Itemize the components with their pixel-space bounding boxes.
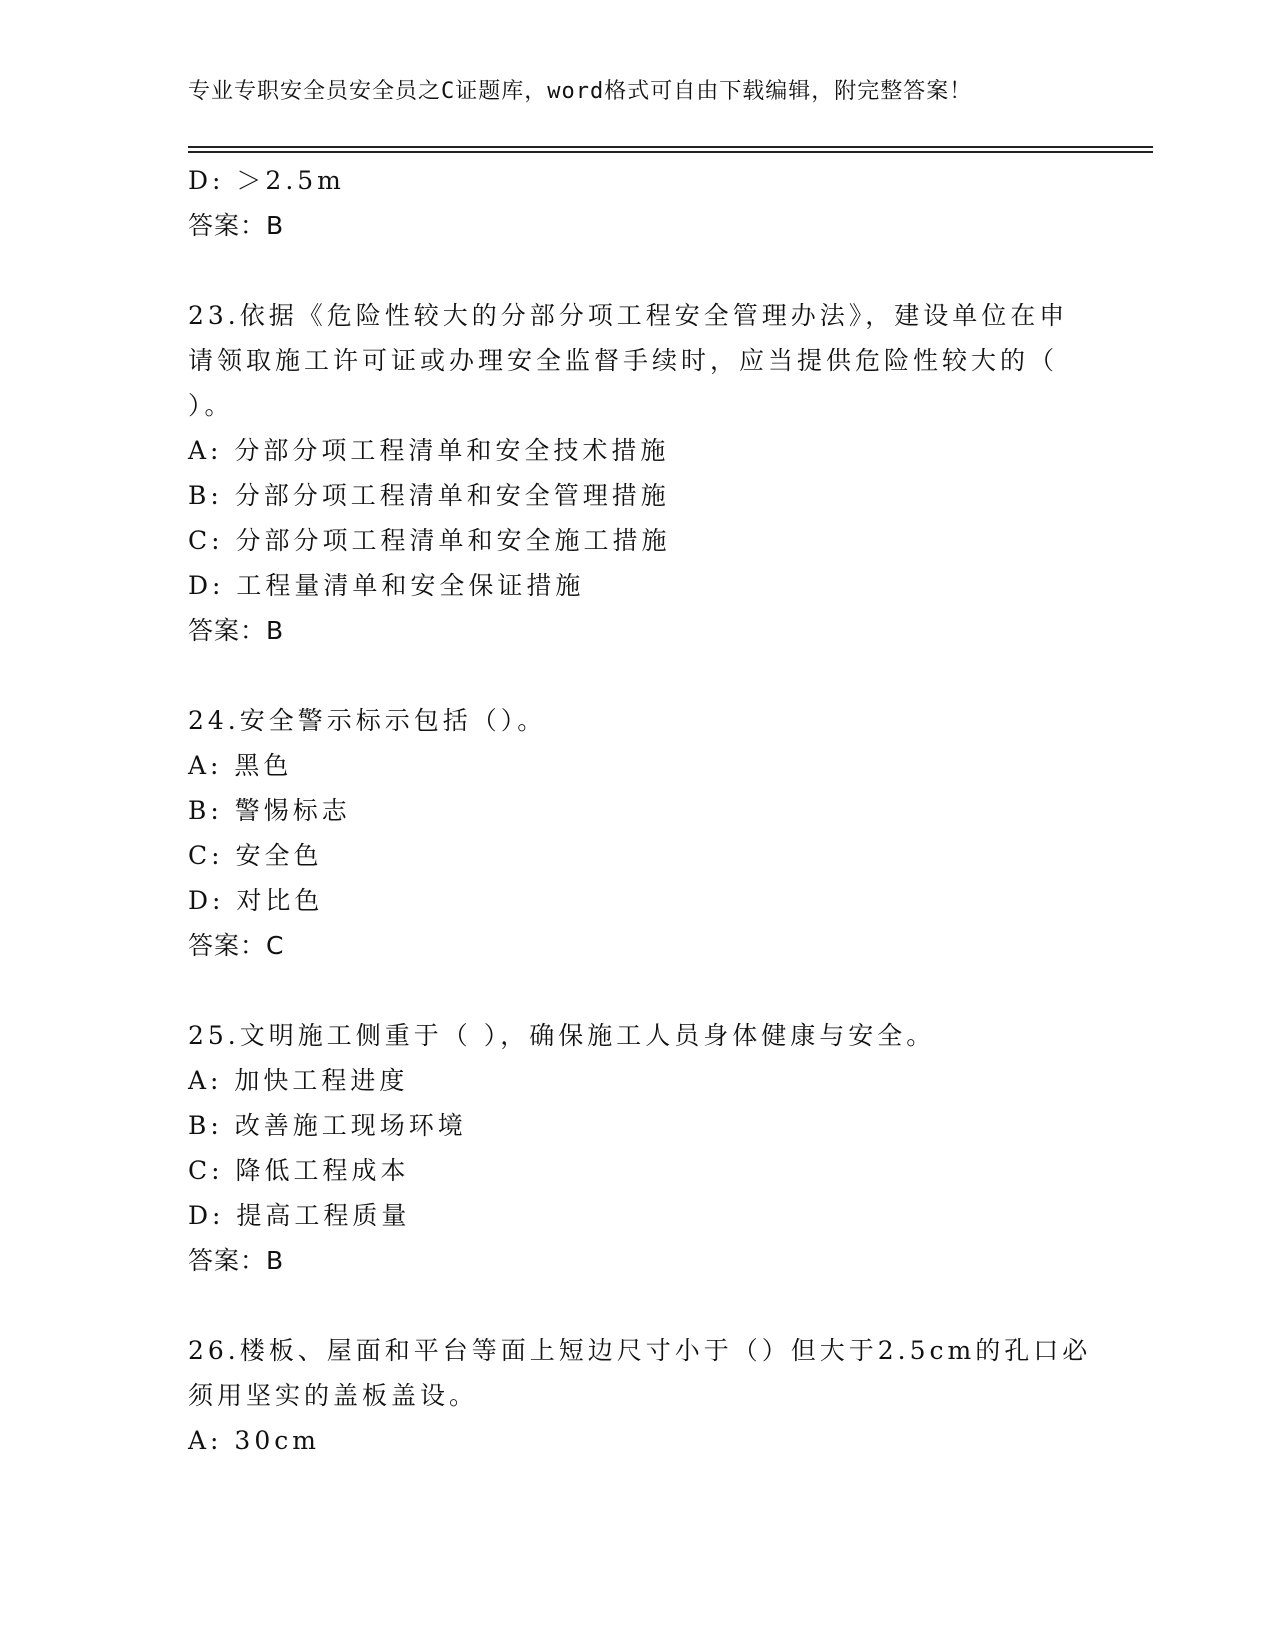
question-stem-line: 须用坚实的盖板盖设。 [188,1381,479,1410]
option-c: C: 安全色 [188,841,323,870]
option-a: A: 30cm [188,1426,320,1455]
option-b: B: 改善施工现场环境 [188,1111,467,1140]
option-b: B: 警惕标志 [188,796,351,825]
question-stem-line: 24.安全警示标示包括（）。 [188,706,547,735]
question-stem-line: 26.楼板、屋面和平台等面上短边尺寸小于（）但大于2.5cm的孔口必 [188,1336,1092,1365]
answer: 答案：B [188,211,285,240]
document-body [188,158,1092,1463]
option-c: C: 分部分项工程清单和安全施工措施 [188,526,671,555]
option-d: D: 对比色 [188,886,324,915]
question-stem-line: 25.文明施工侧重于（ ），确保施工人员身体健康与安全。 [188,1021,936,1050]
question-23 [188,293,1088,653]
answer: 答案：C [188,931,285,960]
question-stem-line: 请领取施工许可证或办理安全监督手续时，应当提供危险性较大的（ [188,346,1059,375]
header-rule-bottom [188,151,1153,153]
question-25 [188,1013,1088,1283]
option-d: D: 工程量清单和安全保证措施 [188,571,585,600]
question-24 [188,698,1088,968]
answer: 答案：B [188,1246,285,1275]
option-d: D: 提高工程质量 [188,1201,411,1230]
option-a: A: 黑色 [188,751,293,780]
option-a: A: 加快工程进度 [188,1066,409,1095]
option-a: A: 分部分项工程清单和安全技术措施 [188,436,670,465]
header-rule-top [188,146,1153,148]
option-d: D: ＞2.5m [188,166,345,195]
option-c: C: 降低工程成本 [188,1156,410,1185]
option-b: B: 分部分项工程清单和安全管理措施 [188,481,670,510]
question-26 [188,1328,1092,1463]
question-stem-line: 23.依据《危险性较大的分部分项工程安全管理办法》，建设单位在申 [188,301,1069,330]
answer: 答案：B [188,616,285,645]
page-header: 专业专职安全员安全员之C证题库，word格式可自由下载编辑，附完整答案！ [188,79,973,104]
question-stem-line: ）。 [188,391,234,420]
